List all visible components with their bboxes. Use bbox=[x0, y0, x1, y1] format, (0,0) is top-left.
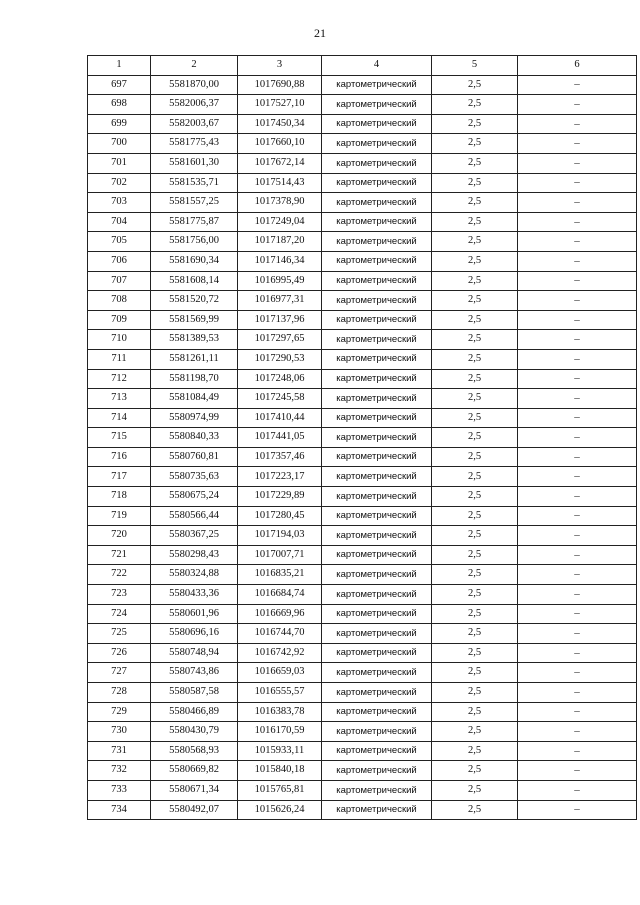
description-cell: – bbox=[518, 408, 637, 428]
point-number-cell: 707 bbox=[88, 271, 151, 291]
method-cell: картометрический bbox=[322, 349, 432, 369]
description-cell: – bbox=[518, 761, 637, 781]
y-coordinate-cell: 1017514,43 bbox=[238, 173, 322, 193]
description-cell: – bbox=[518, 467, 637, 487]
y-coordinate-cell: 1016170,59 bbox=[238, 722, 322, 742]
method-cell: картометрический bbox=[322, 506, 432, 526]
y-coordinate-cell: 1016835,21 bbox=[238, 565, 322, 585]
description-cell: – bbox=[518, 428, 637, 448]
point-number-cell: 706 bbox=[88, 251, 151, 271]
point-number-cell: 718 bbox=[88, 487, 151, 507]
accuracy-cell: 2,5 bbox=[432, 585, 518, 605]
description-cell: – bbox=[518, 487, 637, 507]
point-number-cell: 705 bbox=[88, 232, 151, 252]
point-number-cell: 720 bbox=[88, 526, 151, 546]
y-coordinate-cell: 1017187,20 bbox=[238, 232, 322, 252]
x-coordinate-cell: 5580840,33 bbox=[151, 428, 238, 448]
point-number-cell: 703 bbox=[88, 193, 151, 213]
table-row bbox=[88, 663, 637, 683]
method-cell: картометрический bbox=[322, 545, 432, 565]
accuracy-cell: 2,5 bbox=[432, 545, 518, 565]
accuracy-cell: 2,5 bbox=[432, 428, 518, 448]
method-cell: картометрический bbox=[322, 95, 432, 115]
point-number-cell: 722 bbox=[88, 565, 151, 585]
table-row bbox=[88, 310, 637, 330]
x-coordinate-cell: 5580974,99 bbox=[151, 408, 238, 428]
description-cell: – bbox=[518, 95, 637, 115]
table-row bbox=[88, 585, 637, 605]
y-coordinate-cell: 1017280,45 bbox=[238, 506, 322, 526]
accuracy-cell: 2,5 bbox=[432, 95, 518, 115]
y-coordinate-cell: 1016555,57 bbox=[238, 683, 322, 703]
x-coordinate-cell: 5581870,00 bbox=[151, 75, 238, 95]
description-cell: – bbox=[518, 349, 637, 369]
point-number-cell: 708 bbox=[88, 291, 151, 311]
y-coordinate-cell: 1017249,04 bbox=[238, 212, 322, 232]
method-cell: картометрический bbox=[322, 663, 432, 683]
description-cell: – bbox=[518, 526, 637, 546]
point-number-cell: 725 bbox=[88, 624, 151, 644]
accuracy-cell: 2,5 bbox=[432, 389, 518, 409]
table-row bbox=[88, 526, 637, 546]
table-row bbox=[88, 153, 637, 173]
header-cell-accuracy: 5 bbox=[432, 56, 518, 76]
accuracy-cell: 2,5 bbox=[432, 800, 518, 820]
description-cell: – bbox=[518, 800, 637, 820]
x-coordinate-cell: 5580587,58 bbox=[151, 683, 238, 703]
x-coordinate-cell: 5581775,43 bbox=[151, 134, 238, 154]
x-coordinate-cell: 5580298,43 bbox=[151, 545, 238, 565]
x-coordinate-cell: 5580566,44 bbox=[151, 506, 238, 526]
y-coordinate-cell: 1017527,10 bbox=[238, 95, 322, 115]
point-number-cell: 698 bbox=[88, 95, 151, 115]
x-coordinate-cell: 5580492,07 bbox=[151, 800, 238, 820]
description-cell: – bbox=[518, 702, 637, 722]
table-row bbox=[88, 95, 637, 115]
y-coordinate-cell: 1017290,53 bbox=[238, 349, 322, 369]
description-cell: – bbox=[518, 585, 637, 605]
accuracy-cell: 2,5 bbox=[432, 232, 518, 252]
table-row bbox=[88, 134, 637, 154]
method-cell: картометрический bbox=[322, 467, 432, 487]
table-row bbox=[88, 271, 637, 291]
y-coordinate-cell: 1016744,70 bbox=[238, 624, 322, 644]
table-row bbox=[88, 800, 637, 820]
method-cell: картометрический bbox=[322, 232, 432, 252]
x-coordinate-cell: 5580735,63 bbox=[151, 467, 238, 487]
description-cell: – bbox=[518, 722, 637, 742]
method-cell: картометрический bbox=[322, 271, 432, 291]
table-row bbox=[88, 545, 637, 565]
y-coordinate-cell: 1015765,81 bbox=[238, 780, 322, 800]
x-coordinate-cell: 5580601,96 bbox=[151, 604, 238, 624]
table-row bbox=[88, 291, 637, 311]
table-row bbox=[88, 624, 637, 644]
accuracy-cell: 2,5 bbox=[432, 722, 518, 742]
method-cell: картометрический bbox=[322, 702, 432, 722]
accuracy-cell: 2,5 bbox=[432, 193, 518, 213]
description-cell: – bbox=[518, 212, 637, 232]
method-cell: картометрический bbox=[322, 624, 432, 644]
description-cell: – bbox=[518, 389, 637, 409]
y-coordinate-cell: 1016684,74 bbox=[238, 585, 322, 605]
header-cell-description: 6 bbox=[518, 56, 637, 76]
method-cell: картометрический bbox=[322, 800, 432, 820]
y-coordinate-cell: 1017297,65 bbox=[238, 330, 322, 350]
y-coordinate-cell: 1017137,96 bbox=[238, 310, 322, 330]
method-cell: картометрический bbox=[322, 428, 432, 448]
y-coordinate-cell: 1017672,14 bbox=[238, 153, 322, 173]
table-row bbox=[88, 251, 637, 271]
description-cell: – bbox=[518, 643, 637, 663]
accuracy-cell: 2,5 bbox=[432, 702, 518, 722]
table-row bbox=[88, 212, 637, 232]
method-cell: картометрический bbox=[322, 565, 432, 585]
accuracy-cell: 2,5 bbox=[432, 565, 518, 585]
table-row bbox=[88, 447, 637, 467]
y-coordinate-cell: 1017229,89 bbox=[238, 487, 322, 507]
y-coordinate-cell: 1016742,92 bbox=[238, 643, 322, 663]
description-cell: – bbox=[518, 741, 637, 761]
method-cell: картометрический bbox=[322, 487, 432, 507]
description-cell: – bbox=[518, 153, 637, 173]
point-number-cell: 697 bbox=[88, 75, 151, 95]
description-cell: – bbox=[518, 565, 637, 585]
table-body bbox=[88, 75, 637, 820]
point-number-cell: 730 bbox=[88, 722, 151, 742]
method-cell: картометрический bbox=[322, 369, 432, 389]
x-coordinate-cell: 5581569,99 bbox=[151, 310, 238, 330]
header-cell-method: 4 bbox=[322, 56, 432, 76]
point-number-cell: 724 bbox=[88, 604, 151, 624]
y-coordinate-cell: 1017357,46 bbox=[238, 447, 322, 467]
accuracy-cell: 2,5 bbox=[432, 780, 518, 800]
x-coordinate-cell: 5580433,36 bbox=[151, 585, 238, 605]
y-coordinate-cell: 1017194,03 bbox=[238, 526, 322, 546]
accuracy-cell: 2,5 bbox=[432, 624, 518, 644]
y-coordinate-cell: 1016659,03 bbox=[238, 663, 322, 683]
table-row bbox=[88, 75, 637, 95]
method-cell: картометрический bbox=[322, 114, 432, 134]
x-coordinate-cell: 5580675,24 bbox=[151, 487, 238, 507]
description-cell: – bbox=[518, 604, 637, 624]
table-row bbox=[88, 741, 637, 761]
point-number-cell: 715 bbox=[88, 428, 151, 448]
x-coordinate-cell: 5580430,79 bbox=[151, 722, 238, 742]
description-cell: – bbox=[518, 506, 637, 526]
y-coordinate-cell: 1017146,34 bbox=[238, 251, 322, 271]
x-coordinate-cell: 5580696,16 bbox=[151, 624, 238, 644]
method-cell: картометрический bbox=[322, 408, 432, 428]
point-number-cell: 729 bbox=[88, 702, 151, 722]
y-coordinate-cell: 1015933,11 bbox=[238, 741, 322, 761]
point-number-cell: 702 bbox=[88, 173, 151, 193]
point-number-cell: 704 bbox=[88, 212, 151, 232]
accuracy-cell: 2,5 bbox=[432, 683, 518, 703]
method-cell: картометрический bbox=[322, 251, 432, 271]
table-row bbox=[88, 428, 637, 448]
method-cell: картометрический bbox=[322, 780, 432, 800]
x-coordinate-cell: 5581690,34 bbox=[151, 251, 238, 271]
x-coordinate-cell: 5582003,67 bbox=[151, 114, 238, 134]
method-cell: картометрический bbox=[322, 193, 432, 213]
point-number-cell: 712 bbox=[88, 369, 151, 389]
y-coordinate-cell: 1015840,18 bbox=[238, 761, 322, 781]
table-row bbox=[88, 349, 637, 369]
accuracy-cell: 2,5 bbox=[432, 741, 518, 761]
x-coordinate-cell: 5580669,82 bbox=[151, 761, 238, 781]
method-cell: картометрический bbox=[322, 310, 432, 330]
point-number-cell: 731 bbox=[88, 741, 151, 761]
x-coordinate-cell: 5580324,88 bbox=[151, 565, 238, 585]
point-number-cell: 728 bbox=[88, 683, 151, 703]
method-cell: картометрический bbox=[322, 153, 432, 173]
point-number-cell: 727 bbox=[88, 663, 151, 683]
table-row bbox=[88, 702, 637, 722]
table-row bbox=[88, 173, 637, 193]
table-row bbox=[88, 722, 637, 742]
description-cell: – bbox=[518, 232, 637, 252]
x-coordinate-cell: 5581535,71 bbox=[151, 173, 238, 193]
description-cell: – bbox=[518, 291, 637, 311]
table-row bbox=[88, 643, 637, 663]
table-row bbox=[88, 232, 637, 252]
accuracy-cell: 2,5 bbox=[432, 467, 518, 487]
description-cell: – bbox=[518, 369, 637, 389]
accuracy-cell: 2,5 bbox=[432, 349, 518, 369]
x-coordinate-cell: 5580748,94 bbox=[151, 643, 238, 663]
y-coordinate-cell: 1016669,96 bbox=[238, 604, 322, 624]
method-cell: картометрический bbox=[322, 604, 432, 624]
description-cell: – bbox=[518, 134, 637, 154]
description-cell: – bbox=[518, 330, 637, 350]
x-coordinate-cell: 5580466,89 bbox=[151, 702, 238, 722]
description-cell: – bbox=[518, 545, 637, 565]
method-cell: картометрический bbox=[322, 75, 432, 95]
x-coordinate-cell: 5581557,25 bbox=[151, 193, 238, 213]
x-coordinate-cell: 5581389,53 bbox=[151, 330, 238, 350]
method-cell: картометрический bbox=[322, 585, 432, 605]
point-number-cell: 710 bbox=[88, 330, 151, 350]
page-number: 21 bbox=[314, 26, 326, 40]
point-number-cell: 719 bbox=[88, 506, 151, 526]
x-coordinate-cell: 5580743,86 bbox=[151, 663, 238, 683]
accuracy-cell: 2,5 bbox=[432, 526, 518, 546]
description-cell: – bbox=[518, 663, 637, 683]
method-cell: картометрический bbox=[322, 173, 432, 193]
accuracy-cell: 2,5 bbox=[432, 447, 518, 467]
table-row bbox=[88, 780, 637, 800]
x-coordinate-cell: 5581775,87 bbox=[151, 212, 238, 232]
accuracy-cell: 2,5 bbox=[432, 114, 518, 134]
description-cell: – bbox=[518, 75, 637, 95]
point-number-cell: 733 bbox=[88, 780, 151, 800]
method-cell: картометрический bbox=[322, 134, 432, 154]
table-row bbox=[88, 565, 637, 585]
accuracy-cell: 2,5 bbox=[432, 291, 518, 311]
description-cell: – bbox=[518, 114, 637, 134]
point-number-cell: 716 bbox=[88, 447, 151, 467]
y-coordinate-cell: 1017410,44 bbox=[238, 408, 322, 428]
point-number-cell: 699 bbox=[88, 114, 151, 134]
table-row bbox=[88, 683, 637, 703]
header-cell-x: 2 bbox=[151, 56, 238, 76]
table-row bbox=[88, 604, 637, 624]
accuracy-cell: 2,5 bbox=[432, 487, 518, 507]
x-coordinate-cell: 5581198,70 bbox=[151, 369, 238, 389]
method-cell: картометрический bbox=[322, 330, 432, 350]
table-row bbox=[88, 369, 637, 389]
point-number-cell: 717 bbox=[88, 467, 151, 487]
coordinates-table bbox=[87, 55, 637, 820]
table-row bbox=[88, 506, 637, 526]
y-coordinate-cell: 1017248,06 bbox=[238, 369, 322, 389]
x-coordinate-cell: 5580367,25 bbox=[151, 526, 238, 546]
table-row bbox=[88, 330, 637, 350]
description-cell: – bbox=[518, 271, 637, 291]
method-cell: картометрический bbox=[322, 212, 432, 232]
description-cell: – bbox=[518, 251, 637, 271]
x-coordinate-cell: 5581601,30 bbox=[151, 153, 238, 173]
table-row bbox=[88, 487, 637, 507]
accuracy-cell: 2,5 bbox=[432, 643, 518, 663]
y-coordinate-cell: 1017690,88 bbox=[238, 75, 322, 95]
description-cell: – bbox=[518, 173, 637, 193]
table-row bbox=[88, 761, 637, 781]
table-row bbox=[88, 408, 637, 428]
y-coordinate-cell: 1016383,78 bbox=[238, 702, 322, 722]
y-coordinate-cell: 1017007,71 bbox=[238, 545, 322, 565]
table-row bbox=[88, 389, 637, 409]
point-number-cell: 732 bbox=[88, 761, 151, 781]
table-header-row bbox=[88, 56, 637, 76]
description-cell: – bbox=[518, 624, 637, 644]
point-number-cell: 701 bbox=[88, 153, 151, 173]
x-coordinate-cell: 5581261,11 bbox=[151, 349, 238, 369]
method-cell: картометрический bbox=[322, 683, 432, 703]
y-coordinate-cell: 1016977,31 bbox=[238, 291, 322, 311]
x-coordinate-cell: 5581608,14 bbox=[151, 271, 238, 291]
accuracy-cell: 2,5 bbox=[432, 153, 518, 173]
y-coordinate-cell: 1017245,58 bbox=[238, 389, 322, 409]
method-cell: картометрический bbox=[322, 526, 432, 546]
method-cell: картометрический bbox=[322, 291, 432, 311]
point-number-cell: 713 bbox=[88, 389, 151, 409]
table-row bbox=[88, 467, 637, 487]
y-coordinate-cell: 1017660,10 bbox=[238, 134, 322, 154]
description-cell: – bbox=[518, 447, 637, 467]
y-coordinate-cell: 1016995,49 bbox=[238, 271, 322, 291]
point-number-cell: 700 bbox=[88, 134, 151, 154]
y-coordinate-cell: 1015626,24 bbox=[238, 800, 322, 820]
x-coordinate-cell: 5580568,93 bbox=[151, 741, 238, 761]
point-number-cell: 723 bbox=[88, 585, 151, 605]
accuracy-cell: 2,5 bbox=[432, 663, 518, 683]
accuracy-cell: 2,5 bbox=[432, 761, 518, 781]
description-cell: – bbox=[518, 310, 637, 330]
description-cell: – bbox=[518, 193, 637, 213]
method-cell: картометрический bbox=[322, 389, 432, 409]
description-cell: – bbox=[518, 683, 637, 703]
accuracy-cell: 2,5 bbox=[432, 75, 518, 95]
x-coordinate-cell: 5581756,00 bbox=[151, 232, 238, 252]
y-coordinate-cell: 1017223,17 bbox=[238, 467, 322, 487]
accuracy-cell: 2,5 bbox=[432, 271, 518, 291]
header-cell-y: 3 bbox=[238, 56, 322, 76]
point-number-cell: 714 bbox=[88, 408, 151, 428]
accuracy-cell: 2,5 bbox=[432, 330, 518, 350]
point-number-cell: 726 bbox=[88, 643, 151, 663]
x-coordinate-cell: 5582006,37 bbox=[151, 95, 238, 115]
point-number-cell: 711 bbox=[88, 349, 151, 369]
y-coordinate-cell: 1017378,90 bbox=[238, 193, 322, 213]
accuracy-cell: 2,5 bbox=[432, 408, 518, 428]
method-cell: картометрический bbox=[322, 761, 432, 781]
method-cell: картометрический bbox=[322, 643, 432, 663]
point-number-cell: 721 bbox=[88, 545, 151, 565]
accuracy-cell: 2,5 bbox=[432, 369, 518, 389]
header-cell-point-number: 1 bbox=[88, 56, 151, 76]
accuracy-cell: 2,5 bbox=[432, 604, 518, 624]
point-number-cell: 734 bbox=[88, 800, 151, 820]
table-row bbox=[88, 114, 637, 134]
x-coordinate-cell: 5581084,49 bbox=[151, 389, 238, 409]
accuracy-cell: 2,5 bbox=[432, 173, 518, 193]
y-coordinate-cell: 1017450,34 bbox=[238, 114, 322, 134]
table-row bbox=[88, 193, 637, 213]
x-coordinate-cell: 5581520,72 bbox=[151, 291, 238, 311]
method-cell: картометрический bbox=[322, 447, 432, 467]
accuracy-cell: 2,5 bbox=[432, 506, 518, 526]
accuracy-cell: 2,5 bbox=[432, 310, 518, 330]
accuracy-cell: 2,5 bbox=[432, 134, 518, 154]
method-cell: картометрический bbox=[322, 722, 432, 742]
x-coordinate-cell: 5580760,81 bbox=[151, 447, 238, 467]
accuracy-cell: 2,5 bbox=[432, 212, 518, 232]
y-coordinate-cell: 1017441,05 bbox=[238, 428, 322, 448]
description-cell: – bbox=[518, 780, 637, 800]
accuracy-cell: 2,5 bbox=[432, 251, 518, 271]
x-coordinate-cell: 5580671,34 bbox=[151, 780, 238, 800]
point-number-cell: 709 bbox=[88, 310, 151, 330]
method-cell: картометрический bbox=[322, 741, 432, 761]
